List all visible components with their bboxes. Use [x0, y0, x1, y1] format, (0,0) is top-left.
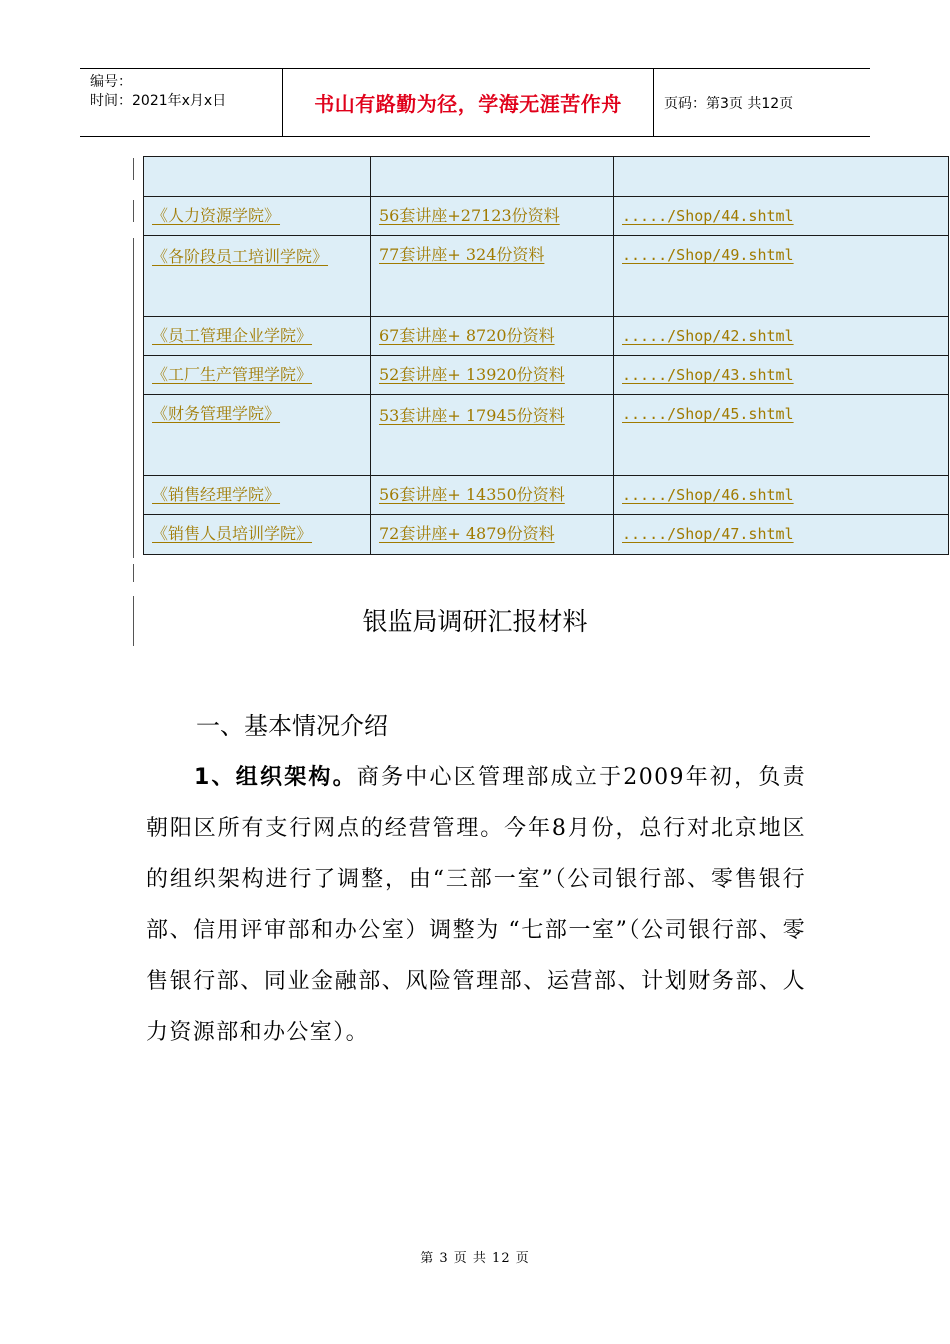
course-count-link[interactable]: 56套讲座+27123份资料: [371, 197, 614, 236]
table-row: [144, 157, 949, 197]
paragraph-text: 商务中心区管理部成立于2009年初，负责朝阳区所有支行网点的经营管理。今年8月份，总行对北京地区的组织架构进行了调整，由“三部一室”（公司银行部、零售银行部、信用评审部和办公室）调整为 “七部一室”（公司银行部、零售银行部、同业金融部、风险管理部、运营部、计划财务部、人力资源部和办公室）。: [146, 765, 806, 1045]
margin-bar: [133, 200, 134, 222]
course-name-link[interactable]: 《各阶段员工培训学院》: [144, 236, 371, 317]
table-row: [144, 197, 949, 236]
table-row: [144, 317, 949, 356]
course-url-link[interactable]: ...../Shop/42.shtml: [614, 317, 949, 356]
course-url-link[interactable]: ...../Shop/44.shtml: [614, 197, 949, 236]
table-row: [144, 476, 949, 515]
header-motto: 书山有路勤为径，学海无涯苦作舟: [282, 69, 654, 136]
section-heading: 一、基本情况介绍: [196, 712, 388, 740]
margin-bar: [133, 564, 134, 582]
course-count-link[interactable]: 52套讲座+ 13920份资料: [371, 356, 614, 395]
document-title: 银监局调研汇报材料: [362, 607, 588, 636]
course-name-link[interactable]: 《员工管理企业学院》: [144, 317, 371, 356]
table-row: [144, 236, 949, 317]
page-header: [80, 68, 870, 137]
margin-bar: [133, 238, 134, 558]
header-page-code: 页码：第3页 共12页: [664, 95, 794, 112]
course-name-cell: [144, 157, 371, 197]
course-url-link[interactable]: ...../Shop/43.shtml: [614, 356, 949, 395]
course-table: [143, 156, 949, 555]
course-count-link[interactable]: 67套讲座+ 8720份资料: [371, 317, 614, 356]
margin-bar: [133, 158, 134, 180]
course-count-link[interactable]: 72套讲座+ 4879份资料: [371, 515, 614, 555]
course-url-link[interactable]: ...../Shop/45.shtml: [614, 395, 949, 476]
table-row: [144, 515, 949, 555]
course-count-link[interactable]: 53套讲座+ 17945份资料: [371, 395, 614, 476]
document-number-label: 编号：: [90, 74, 132, 90]
course-count-link[interactable]: 77套讲座+ 324份资料: [371, 236, 614, 317]
paragraph-lead: 1、组织架构。: [194, 765, 357, 790]
body-paragraph: [146, 752, 806, 1058]
course-name-link[interactable]: 《人力资源学院》: [144, 197, 371, 236]
document-time-label: 时间：2021年x月x日: [90, 93, 227, 109]
table-row: [144, 395, 949, 476]
course-url-link[interactable]: ...../Shop/47.shtml: [614, 515, 949, 555]
course-count-cell: [371, 157, 614, 197]
table-row: [144, 356, 949, 395]
course-name-link[interactable]: 《销售人员培训学院》: [144, 515, 371, 555]
course-count-link[interactable]: 56套讲座+ 14350份资料: [371, 476, 614, 515]
course-url-link[interactable]: ...../Shop/46.shtml: [614, 476, 949, 515]
course-url-link[interactable]: ...../Shop/49.shtml: [614, 236, 949, 317]
course-link-cell: [614, 157, 949, 197]
course-name-link[interactable]: 《销售经理学院》: [144, 476, 371, 515]
page-footer: 第 3 页 共 12 页: [420, 1251, 530, 1266]
header-meta: [80, 69, 282, 136]
course-name-link[interactable]: 《工厂生产管理学院》: [144, 356, 371, 395]
course-name-link[interactable]: 《财务管理学院》: [144, 395, 371, 476]
